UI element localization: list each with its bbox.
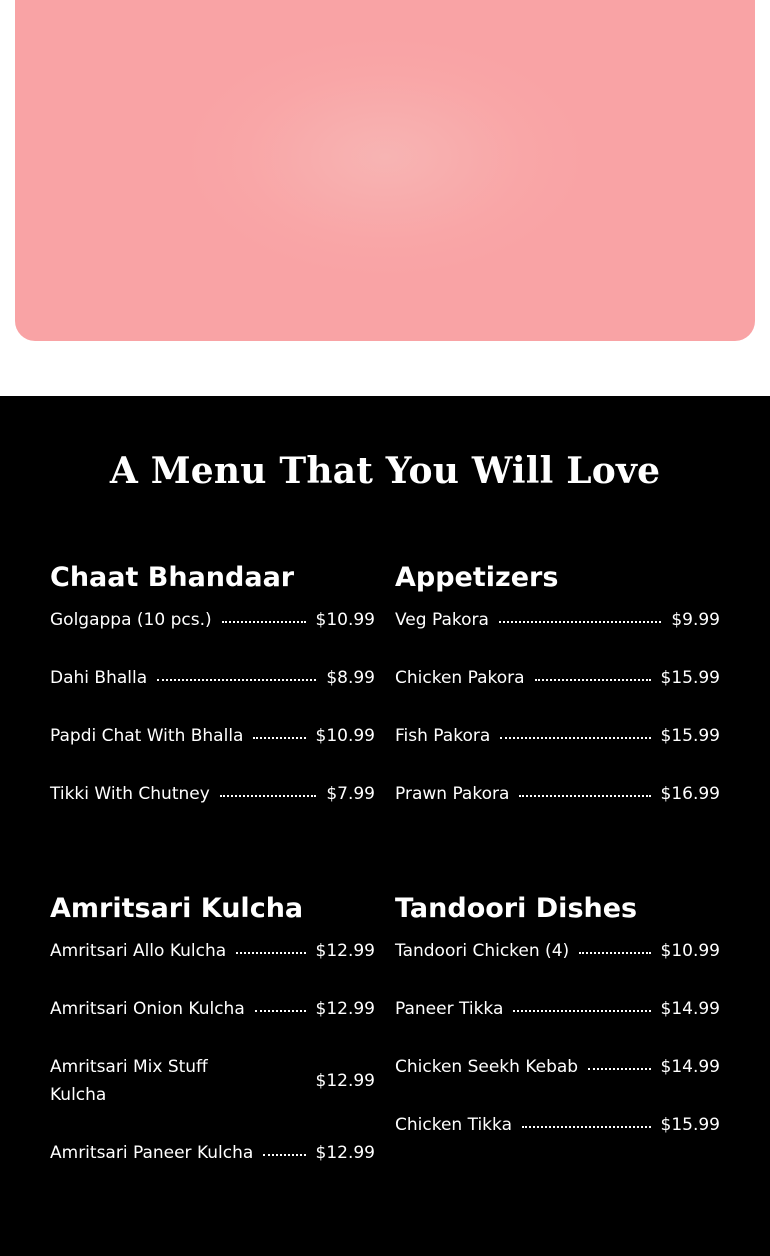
item-price: $10.99 <box>660 941 720 961</box>
menu-item <box>50 664 375 692</box>
category-title: Chaat Bhandaar <box>50 562 295 593</box>
menu-item <box>50 606 375 634</box>
item-price: $12.99 <box>315 1143 375 1163</box>
item-price: $15.99 <box>660 726 720 746</box>
dotted-leader <box>157 679 316 681</box>
menu-item <box>50 937 375 965</box>
menu-category-tandoori-dishes <box>395 891 720 1169</box>
menu-item <box>395 1111 720 1139</box>
menu-section <box>0 396 770 1256</box>
dotted-leader <box>579 952 650 954</box>
dotted-leader <box>220 795 317 797</box>
item-name: Chicken Pakora <box>395 668 525 688</box>
item-name: Amritsari Allo Kulcha <box>50 941 227 961</box>
dotted-leader <box>500 737 650 739</box>
menu-item <box>395 937 720 965</box>
item-name: Papdi Chat With Bhalla <box>50 726 244 746</box>
menu-item <box>50 780 375 808</box>
item-price: $12.99 <box>315 999 375 1019</box>
item-price: $8.99 <box>326 668 375 688</box>
item-price: $7.99 <box>326 784 375 804</box>
item-price: $12.99 <box>315 941 375 961</box>
item-price: $15.99 <box>660 668 720 688</box>
dotted-leader <box>519 795 650 797</box>
item-price: $10.99 <box>315 726 375 746</box>
dotted-leader <box>263 1154 305 1156</box>
item-price: $10.99 <box>315 610 375 630</box>
item-price: $9.99 <box>671 610 720 630</box>
dotted-leader <box>522 1126 651 1128</box>
dotted-leader <box>253 737 305 739</box>
item-name: Dahi Bhalla <box>50 668 148 688</box>
item-name: Prawn Pakora <box>395 784 510 804</box>
menu-item <box>50 722 375 750</box>
category-title: Appetizers <box>395 562 559 593</box>
item-name: Golgappa (10 pcs.) <box>50 610 212 630</box>
item-name: Tikki With Chutney <box>50 784 210 804</box>
item-name: Amritsari Mix Stuff Kulcha <box>50 1057 208 1105</box>
item-name: Tandoori Chicken (4) <box>395 941 570 961</box>
category-title: Tandoori Dishes <box>395 893 638 924</box>
menu-item <box>395 722 720 750</box>
dotted-leader <box>499 621 661 623</box>
menu-item <box>395 780 720 808</box>
item-name: Chicken Tikka <box>395 1115 512 1135</box>
menu-item <box>395 664 720 692</box>
item-name: Chicken Seekh Kebab <box>395 1057 579 1077</box>
menu-item <box>395 1053 720 1081</box>
dotted-leader <box>513 1010 650 1012</box>
menu-category-chaat-bhandaar <box>50 560 375 838</box>
item-name: Amritsari Onion Kulcha <box>50 999 245 1019</box>
dotted-leader <box>535 679 651 681</box>
menu-category-appetizers <box>395 560 720 838</box>
dotted-leader <box>222 621 306 623</box>
menu-item <box>395 606 720 634</box>
hero-image-placeholder <box>15 0 755 341</box>
dotted-leader <box>250 1082 306 1084</box>
menu-item <box>395 995 720 1023</box>
menu-item <box>50 1139 375 1167</box>
item-name: Fish Pakora <box>395 726 491 746</box>
menu-item <box>50 995 375 1023</box>
item-name: Veg Pakora <box>395 610 489 630</box>
menu-title: A Menu That You Will Love <box>109 450 661 492</box>
item-price: $12.99 <box>315 1071 375 1091</box>
category-title: Amritsari Kulcha <box>50 893 304 924</box>
item-price: $14.99 <box>660 999 720 1019</box>
item-name: Amritsari Paneer Kulcha <box>50 1143 254 1163</box>
item-price: $16.99 <box>660 784 720 804</box>
menu-category-amritsari-kulcha <box>50 891 375 1197</box>
item-name: Paneer Tikka <box>395 999 504 1019</box>
dotted-leader <box>588 1068 650 1070</box>
item-price: $15.99 <box>660 1115 720 1135</box>
dotted-leader <box>255 1010 306 1012</box>
item-price: $14.99 <box>660 1057 720 1077</box>
dotted-leader <box>236 952 305 954</box>
menu-item <box>50 1053 375 1109</box>
